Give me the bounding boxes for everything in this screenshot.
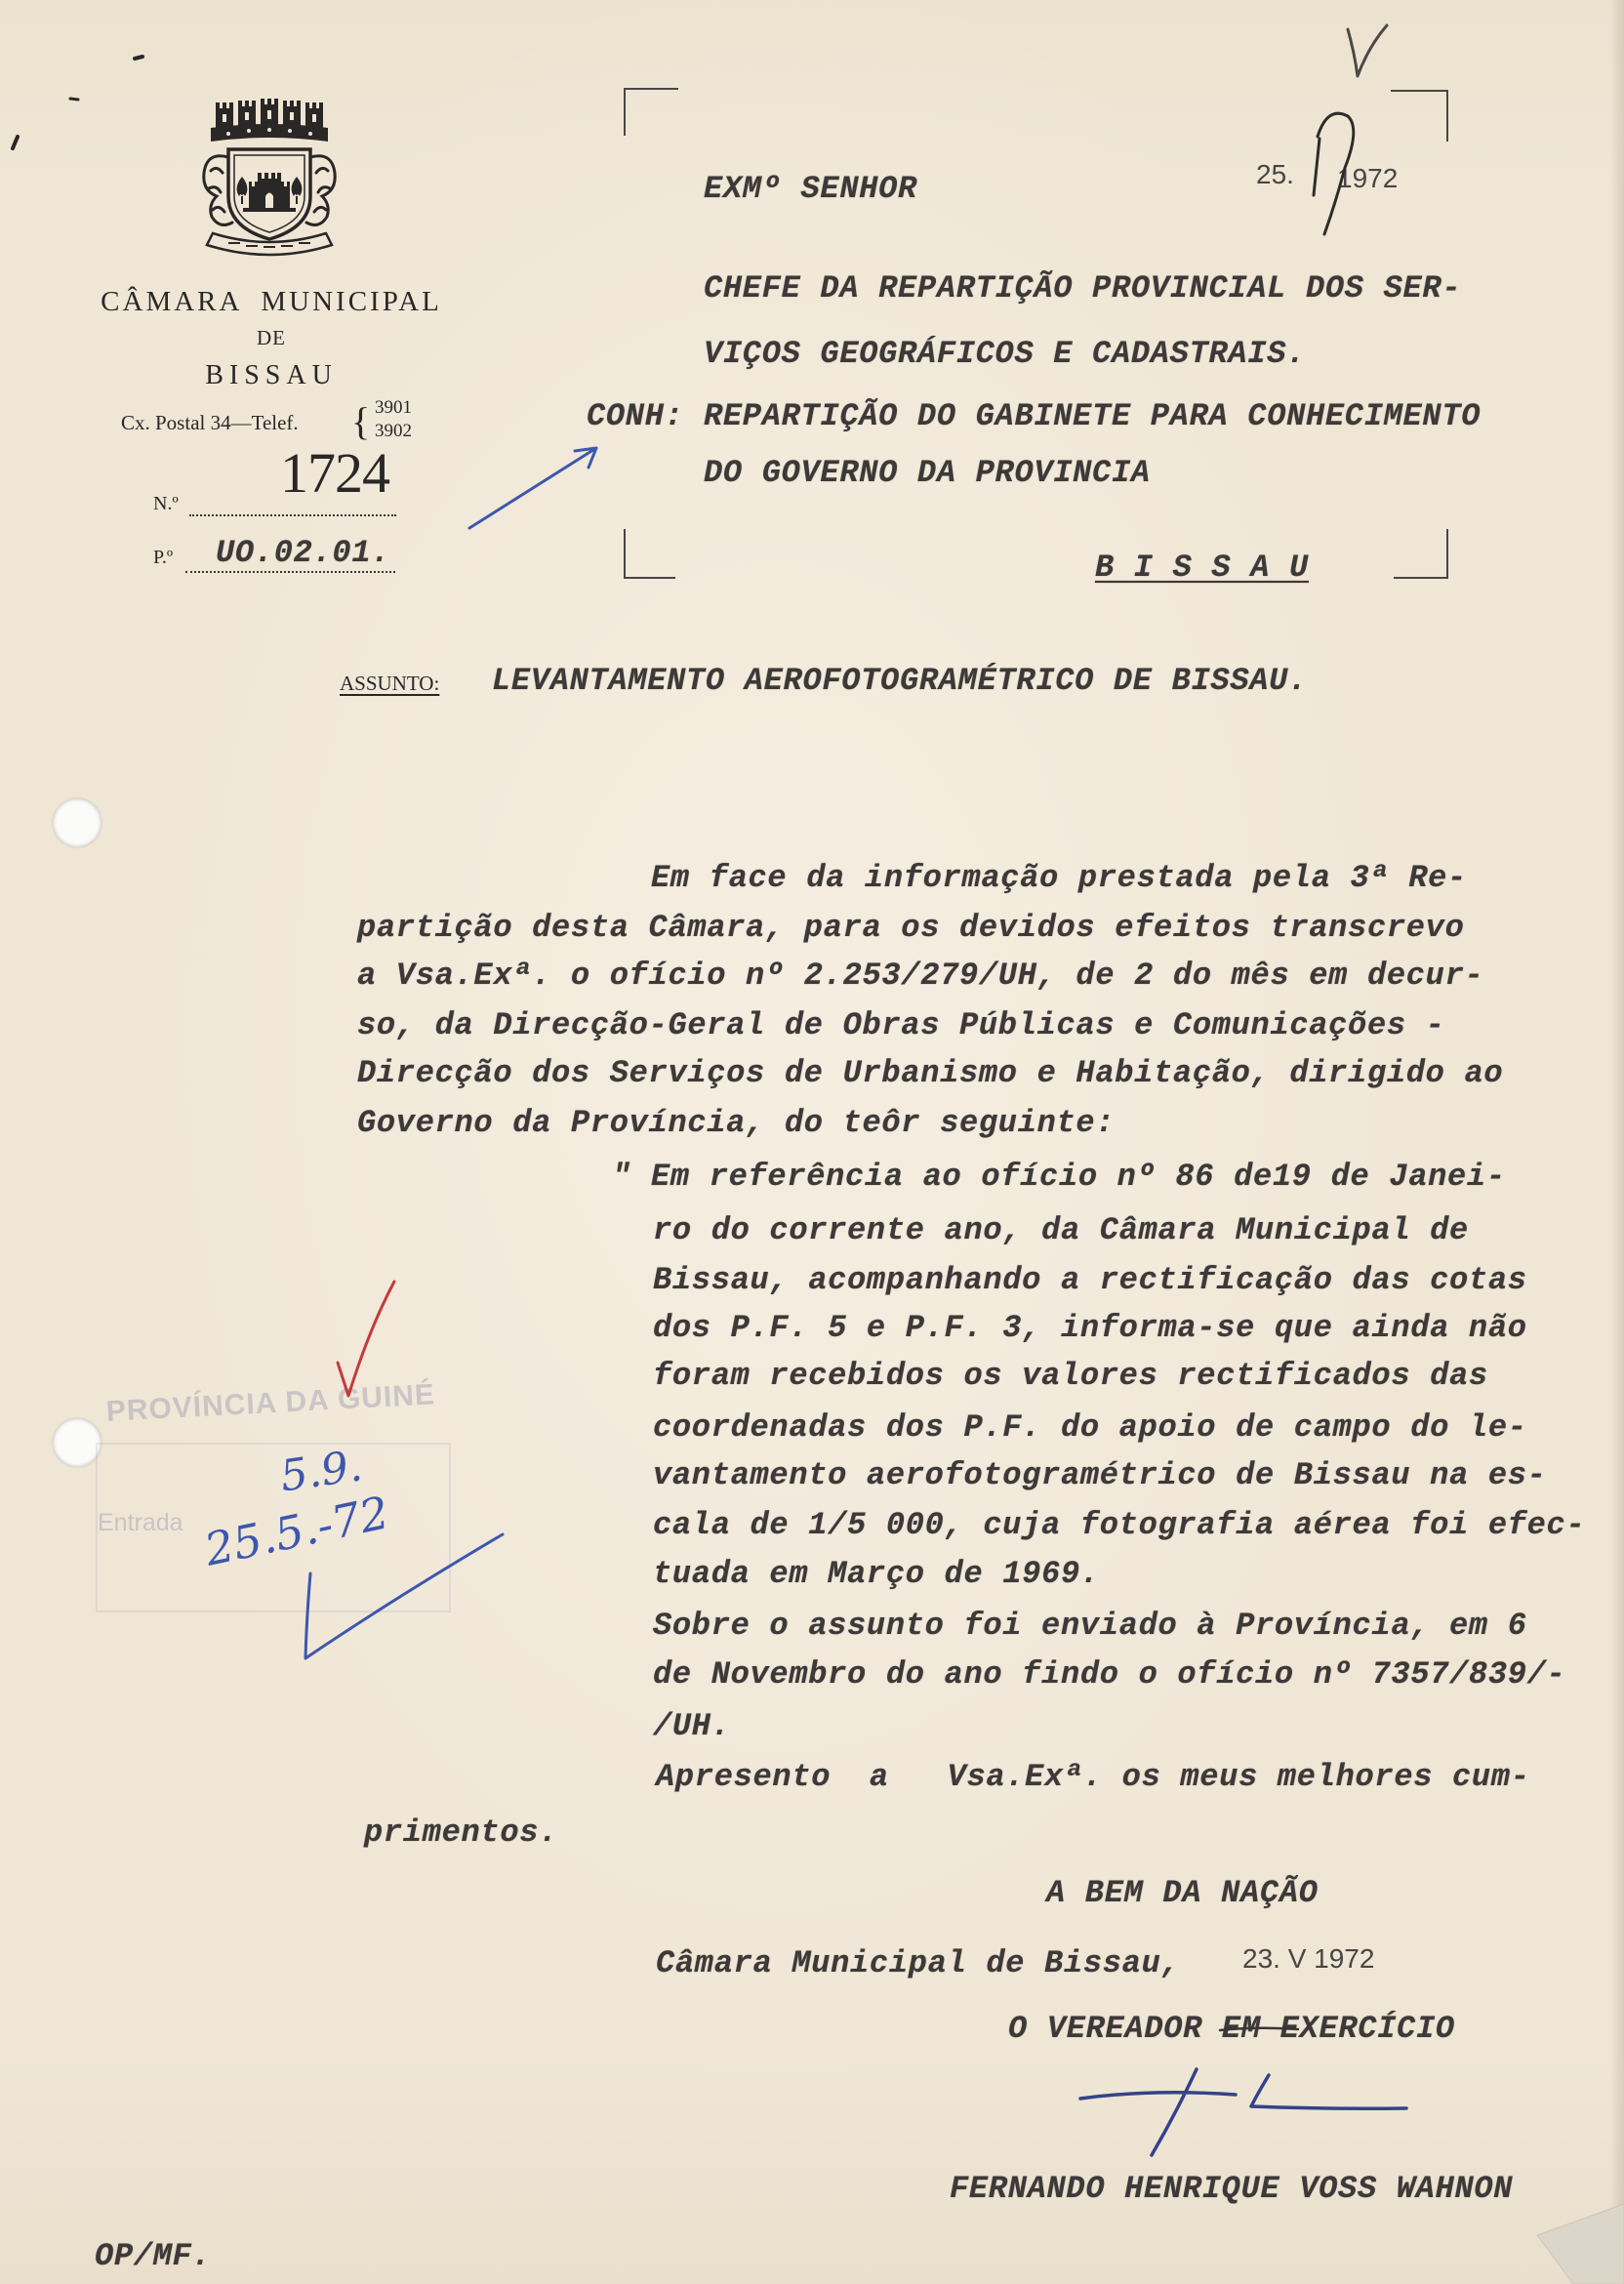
phone-number-2: 3902 xyxy=(375,421,412,441)
recipient-line: VIÇOS GEOGRÁFICOS E CADASTRAIS. xyxy=(704,336,1306,372)
ink-speck xyxy=(70,99,78,100)
quote-line: vantamento aerofotogramétrico de Bissau na es- xyxy=(653,1457,1547,1493)
motto: A BEM DA NAÇÃO xyxy=(1046,1875,1319,1911)
ink-speck xyxy=(135,57,142,59)
institution-name-de: DE xyxy=(257,326,286,349)
body-line: partição desta Câmara, para os devidos efeitos transcrevo xyxy=(357,910,1465,946)
quote-line: Sobre o assunto foi enviado à Província, em 6 xyxy=(653,1608,1527,1644)
municipal-crest-emblem xyxy=(189,95,349,263)
quote-line: foram recebidos os valores rectificados das xyxy=(653,1358,1488,1394)
blue-arrow xyxy=(469,448,596,528)
cc-label: CONH: xyxy=(587,398,684,434)
quote-line: cala de 1/5 000, cuja fotografia aérea foi efec- xyxy=(653,1507,1586,1543)
signature xyxy=(1080,2069,1406,2155)
quote-mark: " xyxy=(612,1159,631,1195)
closing-line: primentos. xyxy=(364,1815,559,1851)
punch-hole xyxy=(53,798,102,847)
quote-line: dos P.F. 5 e P.F. 3, informa-se que ainda não xyxy=(653,1310,1527,1346)
institution-city: BISSAU xyxy=(205,360,338,390)
signatory-role: O VEREADOR EM EXERCÍCIO xyxy=(1008,2011,1455,2047)
subject-label: ASSUNTO: xyxy=(340,672,440,695)
signatory-name: FERNANDO HENRIQUE VOSS WAHNON xyxy=(950,2171,1514,2207)
outgoing-number: 1724 xyxy=(280,441,389,505)
address-corner-bottom-right xyxy=(1394,529,1448,579)
address-corner-top-left xyxy=(624,88,678,136)
number-dotted-line xyxy=(189,514,396,516)
received-stamp-day: 25. xyxy=(1256,159,1294,189)
quote-line: tuada em Março de 1969. xyxy=(653,1556,1100,1592)
handwritten-date-upper: 5.9. xyxy=(277,1441,366,1502)
quote-line: de Novembro do ano findo o ofício nº 7357/839/- xyxy=(653,1656,1566,1693)
sign-off-place: Câmara Municipal de Bissau, xyxy=(656,1945,1181,1981)
postal-box-label: Cx. Postal 34—Telef. xyxy=(121,411,299,434)
quote-line: /UH. xyxy=(653,1708,731,1744)
faint-stamp-entry: Entrada xyxy=(98,1509,183,1536)
address-corner-bottom-left xyxy=(624,529,675,579)
subject-text: LEVANTAMENTO AEROFOTOGRAMÉTRICO DE BISSAU. xyxy=(492,663,1308,699)
received-stamp-year: 1972 xyxy=(1337,163,1399,193)
cc-line: REPARTIÇÃO DO GABINETE PARA CONHECIMENTO xyxy=(704,398,1482,434)
salutation: EXMº SENHOR xyxy=(704,171,917,207)
body-line: Em face da informação prestada pela 3ª Re- xyxy=(651,860,1467,896)
quote-line: coordenadas dos P.F. do apoio de campo do le- xyxy=(653,1409,1527,1446)
body-line: a Vsa.Exª. o ofício nº 2.253/279/UH, de 2 do mês em decur- xyxy=(357,958,1484,994)
closing-line: Apresento a Vsa.Exª. os meus melhores cum- xyxy=(656,1759,1530,1795)
address-corner-top-right xyxy=(1391,90,1448,142)
handwritten-date-lower: 25.5.-72 xyxy=(200,1486,394,1576)
body-line: so, da Direcção-Geral de Obras Públicas e Comunicações - xyxy=(357,1007,1445,1043)
process-number: UO.02.01. xyxy=(216,535,391,571)
ink-speck xyxy=(13,137,18,148)
sign-off-date: 23. V 1972 xyxy=(1242,1943,1375,1974)
cc-line: DO GOVERNO DA PROVINCIA xyxy=(704,455,1151,491)
phone-brace: { xyxy=(351,399,371,443)
punch-hole xyxy=(53,1418,102,1467)
institution-name: CÂMARA MUNICIPAL xyxy=(101,286,442,317)
reference-initials: OP/MF. xyxy=(95,2238,212,2274)
address-city: B I S S A U xyxy=(1095,550,1309,586)
body-line: Direcção dos Serviços de Urbanismo e Habitação, dirigido ao xyxy=(357,1055,1504,1091)
process-dotted-line xyxy=(185,571,395,573)
paper-edge xyxy=(1610,0,1624,2284)
faint-stamp-title: PROVÍNCIA DA GUINÉ xyxy=(105,1378,436,1428)
quote-line: Em referência ao ofício nº 86 de19 de Janei- xyxy=(651,1159,1506,1195)
quote-line: ro do corrente ano, da Câmara Municipal de xyxy=(653,1212,1469,1248)
phone-number-1: 3901 xyxy=(375,397,412,418)
body-line: Governo da Província, do teôr seguinte: xyxy=(357,1105,1116,1141)
process-label: P.º xyxy=(153,547,174,568)
quote-line: Bissau, acompanhando a rectificação das cotas xyxy=(653,1262,1527,1298)
recipient-line: CHEFE DA REPARTIÇÃO PROVINCIAL DOS SER- xyxy=(704,270,1462,306)
red-check-mark xyxy=(338,1282,394,1396)
handwritten-check-mark xyxy=(1348,25,1387,76)
number-label: N.º xyxy=(153,493,179,514)
